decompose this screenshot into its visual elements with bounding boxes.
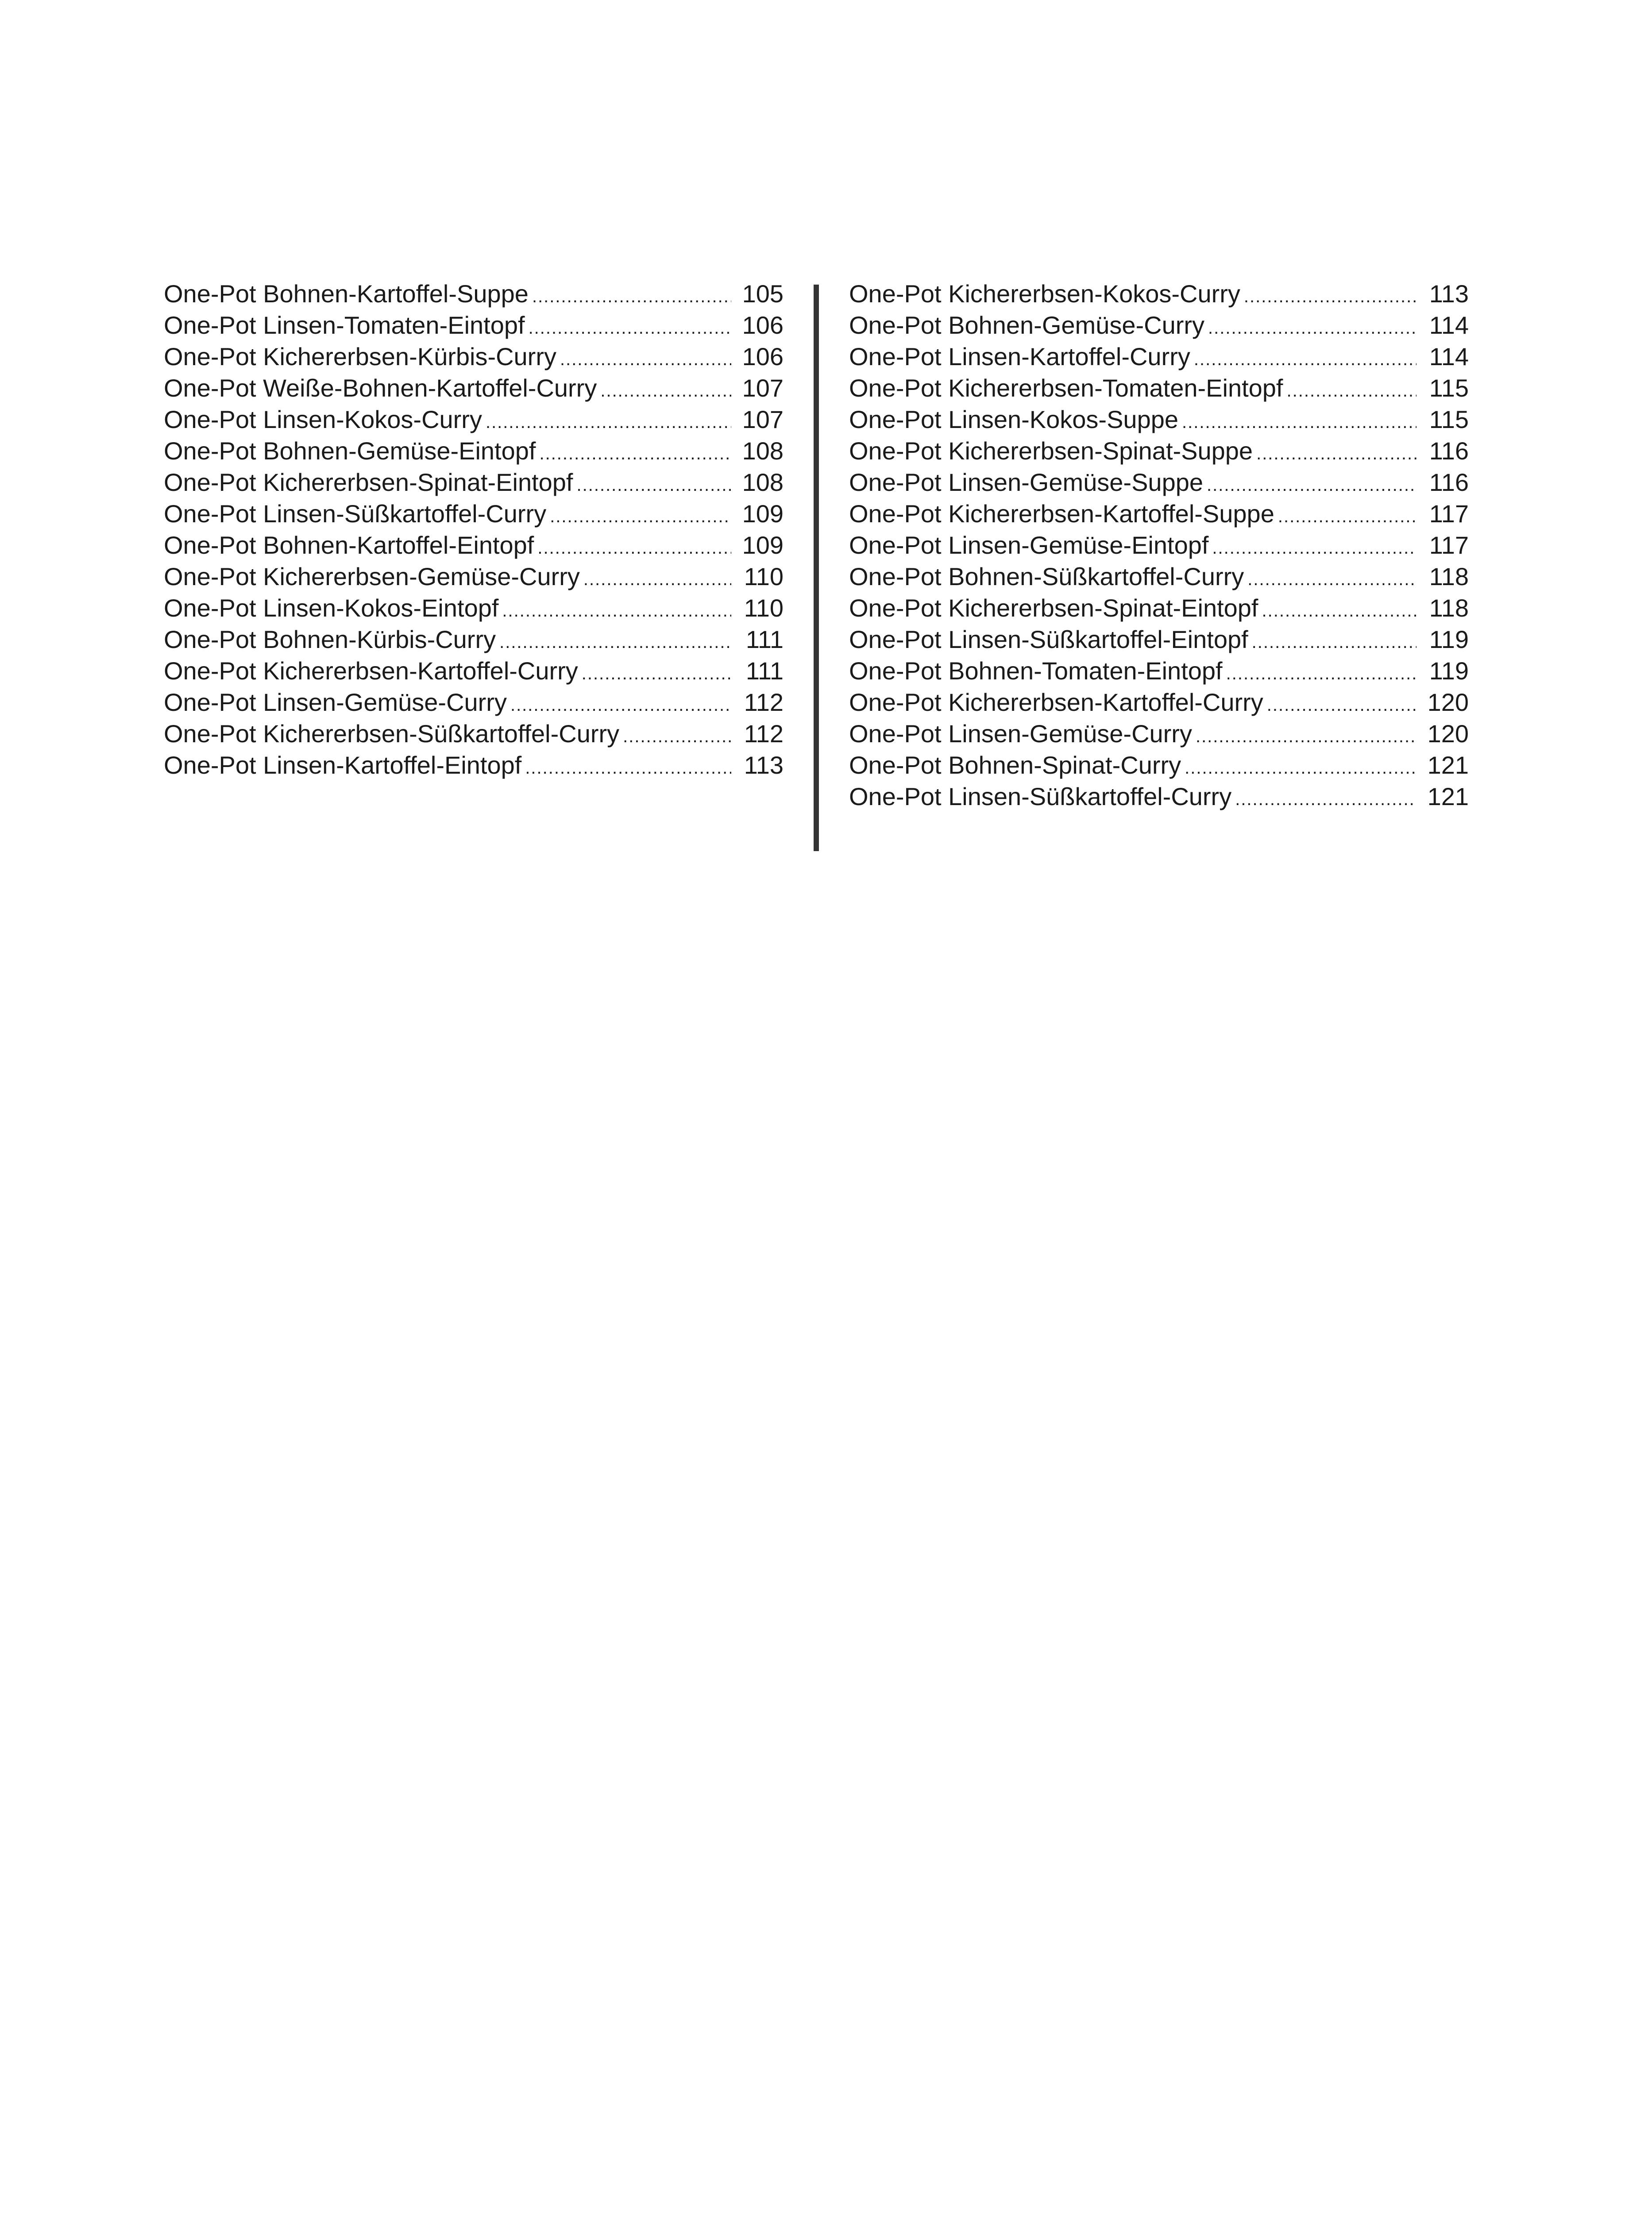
toc-entry-page-number: 108 — [742, 437, 784, 465]
toc-dot-leader — [1256, 438, 1417, 470]
toc-dot-leader — [1182, 407, 1417, 438]
toc-entry[interactable] — [849, 341, 1469, 372]
toc-dot-leader — [486, 407, 731, 438]
toc-entry[interactable] — [164, 435, 784, 467]
toc-dot-leader — [525, 752, 731, 784]
toc-dot-leader — [1287, 375, 1417, 407]
toc-entry[interactable] — [849, 435, 1469, 467]
toc-entry-page-number: 107 — [742, 374, 784, 402]
toc-dot-leader — [1196, 721, 1417, 752]
toc-entry-title: One-Pot Linsen-Tomaten-Eintopf — [164, 311, 525, 339]
toc-entry-title: One-Pot Linsen-Kartoffel-Eintopf — [164, 751, 522, 779]
toc-entry[interactable] — [849, 404, 1469, 435]
toc-entry[interactable] — [849, 749, 1469, 781]
toc-dot-leader — [600, 375, 731, 407]
toc-entry[interactable] — [849, 781, 1469, 812]
toc-entry-title: One-Pot Kichererbsen-Kartoffel-Suppe — [849, 500, 1274, 528]
toc-dot-leader — [583, 564, 731, 595]
toc-entry-page-number: 116 — [1429, 437, 1469, 465]
toc-dot-leader — [577, 470, 732, 501]
toc-entry-page-number: 106 — [742, 343, 784, 370]
toc-entry-title: One-Pot Bohnen-Kartoffel-Suppe — [164, 280, 529, 308]
toc-entry-title: One-Pot Kichererbsen-Spinat-Eintopf — [849, 594, 1258, 622]
toc-entry-page-number: 117 — [1429, 531, 1469, 559]
toc-entry[interactable] — [849, 467, 1469, 498]
toc-entry[interactable] — [849, 718, 1469, 749]
toc-entry-page-number: 120 — [1427, 720, 1469, 748]
toc-entry[interactable] — [849, 278, 1469, 309]
toc-entry[interactable] — [849, 372, 1469, 404]
toc-entry-title: One-Pot Kichererbsen-Spinat-Suppe — [849, 437, 1253, 465]
toc-entry-page-number: 121 — [1427, 783, 1469, 810]
toc-dot-leader — [502, 595, 731, 627]
toc-left-column — [164, 278, 784, 781]
toc-entry-title: One-Pot Kichererbsen-Süßkartoffel-Curry — [164, 720, 620, 748]
toc-entry-page-number: 119 — [1429, 657, 1469, 685]
toc-dot-leader — [1244, 281, 1417, 312]
toc-dot-leader — [623, 721, 731, 752]
toc-entry-title: One-Pot Weiße-Bohnen-Kartoffel-Curry — [164, 374, 597, 402]
toc-entry[interactable] — [164, 278, 784, 309]
toc-entry[interactable] — [164, 467, 784, 498]
toc-dot-leader — [1226, 658, 1417, 690]
toc-dot-leader — [1267, 690, 1417, 721]
toc-entry-title: One-Pot Linsen-Gemüse-Eintopf — [849, 531, 1209, 559]
toc-entry[interactable] — [164, 718, 784, 749]
toc-entry-title: One-Pot Kichererbsen-Spinat-Eintopf — [164, 468, 573, 496]
toc-entry-title: One-Pot Bohnen-Spinat-Curry — [849, 751, 1181, 779]
toc-entry-page-number: 112 — [744, 720, 784, 748]
toc-entry-page-number: 110 — [744, 594, 784, 622]
toc-entry-page-number: 108 — [742, 468, 784, 496]
toc-entry[interactable] — [164, 624, 784, 655]
toc-entry-page-number: 114 — [1429, 311, 1469, 339]
toc-entry-page-number: 120 — [1427, 688, 1469, 716]
toc-entry-title: One-Pot Linsen-Süßkartoffel-Eintopf — [849, 625, 1248, 653]
toc-entry-title: One-Pot Linsen-Gemüse-Suppe — [849, 468, 1203, 496]
toc-dot-leader — [499, 627, 731, 658]
toc-entry[interactable] — [849, 624, 1469, 655]
toc-entry-title: One-Pot Linsen-Kokos-Suppe — [849, 405, 1178, 433]
toc-entry-title: One-Pot Linsen-Gemüse-Curry — [849, 720, 1192, 748]
toc-entry[interactable] — [849, 498, 1469, 529]
toc-entry-title: One-Pot Bohnen-Kürbis-Curry — [164, 625, 496, 653]
toc-entry-title: One-Pot Bohnen-Gemüse-Eintopf — [164, 437, 536, 465]
toc-entry-page-number: 109 — [742, 500, 784, 528]
toc-entry-page-number: 107 — [742, 405, 784, 433]
toc-entry[interactable] — [164, 309, 784, 341]
toc-dot-leader — [1252, 627, 1417, 658]
toc-dot-leader — [582, 658, 731, 690]
toc-entry-page-number: 109 — [742, 531, 784, 559]
toc-right-column — [849, 278, 1469, 812]
toc-entry-page-number: 118 — [1429, 563, 1469, 590]
toc-entry-page-number: 114 — [1429, 343, 1469, 370]
toc-entry-title: One-Pot Bohnen-Gemüse-Curry — [849, 311, 1205, 339]
toc-entry[interactable] — [849, 592, 1469, 624]
toc-entry-title: One-Pot Kichererbsen-Kürbis-Curry — [164, 343, 556, 370]
toc-entry-page-number: 121 — [1427, 751, 1469, 779]
toc-entry-title: One-Pot Linsen-Kokos-Curry — [164, 405, 482, 433]
toc-entry-page-number: 113 — [1429, 280, 1469, 308]
toc-entry-page-number: 105 — [742, 280, 784, 308]
toc-entry-title: One-Pot Linsen-Süßkartoffel-Curry — [849, 783, 1232, 810]
toc-entry-title: One-Pot Linsen-Kokos-Eintopf — [164, 594, 499, 622]
toc-entry[interactable] — [164, 655, 784, 686]
toc-dot-leader — [560, 344, 731, 375]
toc-entry[interactable] — [164, 749, 784, 781]
toc-entry[interactable] — [164, 372, 784, 404]
toc-entry-title: One-Pot Bohnen-Kartoffel-Eintopf — [164, 531, 534, 559]
toc-entry-page-number: 116 — [1429, 468, 1469, 496]
toc-entry-title: One-Pot Kichererbsen-Kartoffel-Curry — [849, 688, 1263, 716]
toc-entry[interactable] — [164, 404, 784, 435]
toc-dot-leader — [1247, 564, 1417, 595]
toc-entry[interactable] — [849, 655, 1469, 686]
toc-entry-title: One-Pot Linsen-Süßkartoffel-Curry — [164, 500, 547, 528]
toc-entry[interactable] — [849, 686, 1469, 718]
toc-entry-title: One-Pot Kichererbsen-Kartoffel-Curry — [164, 657, 578, 685]
toc-entry[interactable] — [849, 309, 1469, 341]
toc-entry[interactable] — [164, 498, 784, 529]
toc-entry[interactable] — [849, 529, 1469, 561]
toc-dot-leader — [550, 501, 731, 532]
toc-entry-page-number: 117 — [1429, 500, 1469, 528]
toc-dot-leader — [537, 532, 731, 564]
toc-entry-page-number: 115 — [1429, 405, 1469, 433]
toc-entry-title: One-Pot Linsen-Gemüse-Curry — [164, 688, 507, 716]
toc-entry-page-number: 115 — [1429, 374, 1469, 402]
toc-dot-leader — [1212, 532, 1417, 564]
toc-entry-page-number: 106 — [742, 311, 784, 339]
toc-entry-title: One-Pot Kichererbsen-Kokos-Curry — [849, 280, 1240, 308]
toc-dot-leader — [1207, 470, 1417, 501]
toc-entry-page-number: 113 — [744, 751, 784, 779]
toc-entry-title: One-Pot Kichererbsen-Gemüse-Curry — [164, 563, 580, 590]
toc-dot-leader — [1194, 344, 1417, 375]
toc-dot-leader — [532, 281, 731, 312]
toc-entry-title: One-Pot Linsen-Kartoffel-Curry — [849, 343, 1190, 370]
toc-dot-leader — [1208, 312, 1417, 344]
toc-dot-leader — [1278, 501, 1417, 532]
toc-entry-page-number: 111 — [745, 625, 784, 653]
toc-entry[interactable] — [164, 561, 784, 592]
toc-entry-page-number: 112 — [744, 688, 784, 716]
toc-dot-leader — [1235, 784, 1417, 815]
toc-entry[interactable] — [164, 341, 784, 372]
toc-entry-page-number: 119 — [1429, 625, 1469, 653]
toc-dot-leader — [510, 690, 731, 721]
toc-dot-leader — [539, 438, 731, 470]
toc-entry-page-number: 111 — [745, 657, 784, 685]
toc-entry-page-number: 118 — [1429, 594, 1469, 622]
toc-entry-title: One-Pot Kichererbsen-Tomaten-Eintopf — [849, 374, 1283, 402]
toc-entry-title: One-Pot Bohnen-Tomaten-Eintopf — [849, 657, 1223, 685]
toc-dot-leader — [1262, 595, 1417, 627]
toc-dot-leader — [529, 312, 731, 344]
toc-entry-page-number: 110 — [744, 563, 784, 590]
column-divider — [814, 285, 819, 851]
toc-entry[interactable] — [164, 686, 784, 718]
table-of-contents — [164, 278, 1469, 851]
toc-entry[interactable] — [164, 592, 784, 624]
toc-entry-title: One-Pot Bohnen-Süßkartoffel-Curry — [849, 563, 1244, 590]
toc-entry[interactable] — [164, 529, 784, 561]
toc-entry[interactable] — [849, 561, 1469, 592]
toc-dot-leader — [1185, 752, 1417, 784]
